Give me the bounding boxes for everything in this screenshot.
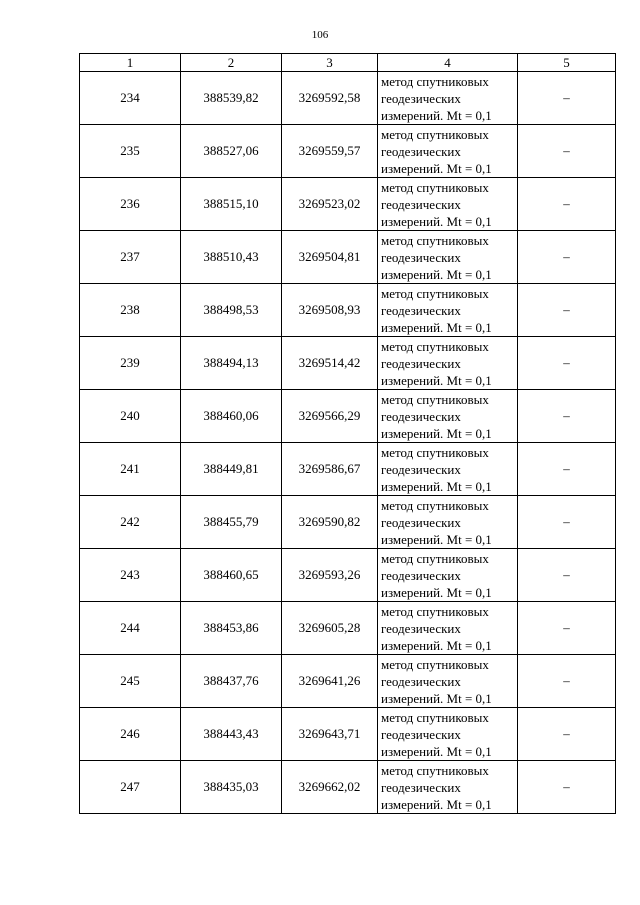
method-line-1: метод спутниковых [381,497,489,513]
method-line-2: геодезических [381,90,461,106]
method-line-3: измерений. Mt = 0,1 [381,690,492,706]
y-coordinate-cell: 3269523,02 [282,178,378,231]
x-coordinate-cell: 388494,13 [181,337,282,390]
header-row [80,54,616,72]
method-line-2: геодезических [381,196,461,212]
point-number-cell: 241 [80,443,181,496]
method-line-3: измерений. Mt = 0,1 [381,266,492,282]
method-line-3: измерений. Mt = 0,1 [381,796,492,812]
method-line-3: измерений. Mt = 0,1 [381,531,492,547]
method-line-1: метод спутниковых [381,603,489,619]
description-cell: – [518,284,616,337]
point-number-cell: 243 [80,549,181,602]
point-number-cell: 234 [80,72,181,125]
description-cell: – [518,443,616,496]
method-line-2: геодезических [381,567,461,583]
point-number-cell: 236 [80,178,181,231]
method-line-2: геодезических [381,302,461,318]
method-line-1: метод спутниковых [381,391,489,407]
table-row [80,231,616,284]
y-coordinate-cell: 3269592,58 [282,72,378,125]
point-number-cell: 242 [80,496,181,549]
method-cell [378,337,518,390]
y-coordinate-cell: 3269566,29 [282,390,378,443]
method-line-1: метод спутниковых [381,179,489,195]
table-row [80,549,616,602]
x-coordinate-cell: 388437,76 [181,655,282,708]
point-number-cell: 235 [80,125,181,178]
description-cell: – [518,125,616,178]
x-coordinate-cell: 388460,65 [181,549,282,602]
table-row [80,496,616,549]
method-cell [378,125,518,178]
point-number-cell: 244 [80,602,181,655]
method-line-1: метод спутниковых [381,656,489,672]
method-cell [378,549,518,602]
x-coordinate-cell: 388539,82 [181,72,282,125]
x-coordinate-cell: 388455,79 [181,496,282,549]
description-cell: – [518,655,616,708]
y-coordinate-cell: 3269590,82 [282,496,378,549]
method-cell [378,72,518,125]
y-coordinate-cell: 3269504,81 [282,231,378,284]
method-line-3: измерений. Mt = 0,1 [381,425,492,441]
table-row [80,443,616,496]
y-coordinate-cell: 3269593,26 [282,549,378,602]
method-line-2: геодезических [381,461,461,477]
method-cell [378,496,518,549]
table-row [80,284,616,337]
point-number-cell: 245 [80,655,181,708]
method-line-1: метод спутниковых [381,444,489,460]
method-cell [378,708,518,761]
method-line-3: измерений. Mt = 0,1 [381,213,492,229]
method-cell [378,231,518,284]
point-number-cell: 247 [80,761,181,814]
point-number-cell: 246 [80,708,181,761]
header-col-5: 5 [518,54,616,72]
method-line-2: геодезических [381,620,461,636]
x-coordinate-cell: 388449,81 [181,443,282,496]
x-coordinate-cell: 388460,06 [181,390,282,443]
description-cell: – [518,390,616,443]
method-line-2: геодезических [381,355,461,371]
x-coordinate-cell: 388443,43 [181,708,282,761]
method-line-2: геодезических [381,249,461,265]
point-number-cell: 237 [80,231,181,284]
y-coordinate-cell: 3269508,93 [282,284,378,337]
method-line-1: метод спутниковых [381,285,489,301]
table-header [80,54,616,72]
header-col-3: 3 [282,54,378,72]
method-line-3: измерений. Mt = 0,1 [381,478,492,494]
method-line-3: измерений. Mt = 0,1 [381,372,492,388]
y-coordinate-cell: 3269514,42 [282,337,378,390]
y-coordinate-cell: 3269641,26 [282,655,378,708]
method-line-1: метод спутниковых [381,126,489,142]
coordinates-table [79,53,616,814]
point-number-cell: 238 [80,284,181,337]
x-coordinate-cell: 388435,03 [181,761,282,814]
method-line-1: метод спутниковых [381,709,489,725]
table-row [80,602,616,655]
method-line-1: метод спутниковых [381,338,489,354]
method-line-2: геодезических [381,673,461,689]
x-coordinate-cell: 388515,10 [181,178,282,231]
point-number-cell: 240 [80,390,181,443]
description-cell: – [518,178,616,231]
description-cell: – [518,602,616,655]
point-number-cell: 239 [80,337,181,390]
header-col-2: 2 [181,54,282,72]
method-line-3: измерений. Mt = 0,1 [381,319,492,335]
method-line-2: геодезических [381,779,461,795]
page-number: 106 [311,29,329,41]
method-line-2: геодезических [381,408,461,424]
method-line-3: измерений. Mt = 0,1 [381,160,492,176]
header-col-4: 4 [378,54,518,72]
description-cell: – [518,761,616,814]
table-row [80,655,616,708]
description-cell: – [518,231,616,284]
method-line-1: метод спутниковых [381,550,489,566]
header-col-1: 1 [80,54,181,72]
x-coordinate-cell: 388527,06 [181,125,282,178]
table-row [80,337,616,390]
method-line-3: измерений. Mt = 0,1 [381,584,492,600]
method-line-2: геодезических [381,143,461,159]
method-line-2: геодезических [381,726,461,742]
table-row [80,708,616,761]
x-coordinate-cell: 388510,43 [181,231,282,284]
description-cell: – [518,549,616,602]
description-cell: – [518,72,616,125]
table-row [80,178,616,231]
table-row [80,72,616,125]
method-line-1: метод спутниковых [381,73,489,89]
method-cell [378,761,518,814]
description-cell: – [518,496,616,549]
table-body [80,72,616,814]
method-cell [378,602,518,655]
method-line-1: метод спутниковых [381,762,489,778]
method-cell [378,443,518,496]
x-coordinate-cell: 388453,86 [181,602,282,655]
method-cell [378,655,518,708]
y-coordinate-cell: 3269559,57 [282,125,378,178]
method-cell [378,284,518,337]
method-line-3: измерений. Mt = 0,1 [381,743,492,759]
method-line-2: геодезических [381,514,461,530]
table-row [80,390,616,443]
table-row [80,125,616,178]
y-coordinate-cell: 3269586,67 [282,443,378,496]
y-coordinate-cell: 3269605,28 [282,602,378,655]
method-line-1: метод спутниковых [381,232,489,248]
method-line-3: измерений. Mt = 0,1 [381,107,492,123]
method-cell [378,178,518,231]
table-row [80,761,616,814]
description-cell: – [518,337,616,390]
method-cell [378,390,518,443]
y-coordinate-cell: 3269662,02 [282,761,378,814]
method-line-3: измерений. Mt = 0,1 [381,637,492,653]
y-coordinate-cell: 3269643,71 [282,708,378,761]
description-cell: – [518,708,616,761]
x-coordinate-cell: 388498,53 [181,284,282,337]
